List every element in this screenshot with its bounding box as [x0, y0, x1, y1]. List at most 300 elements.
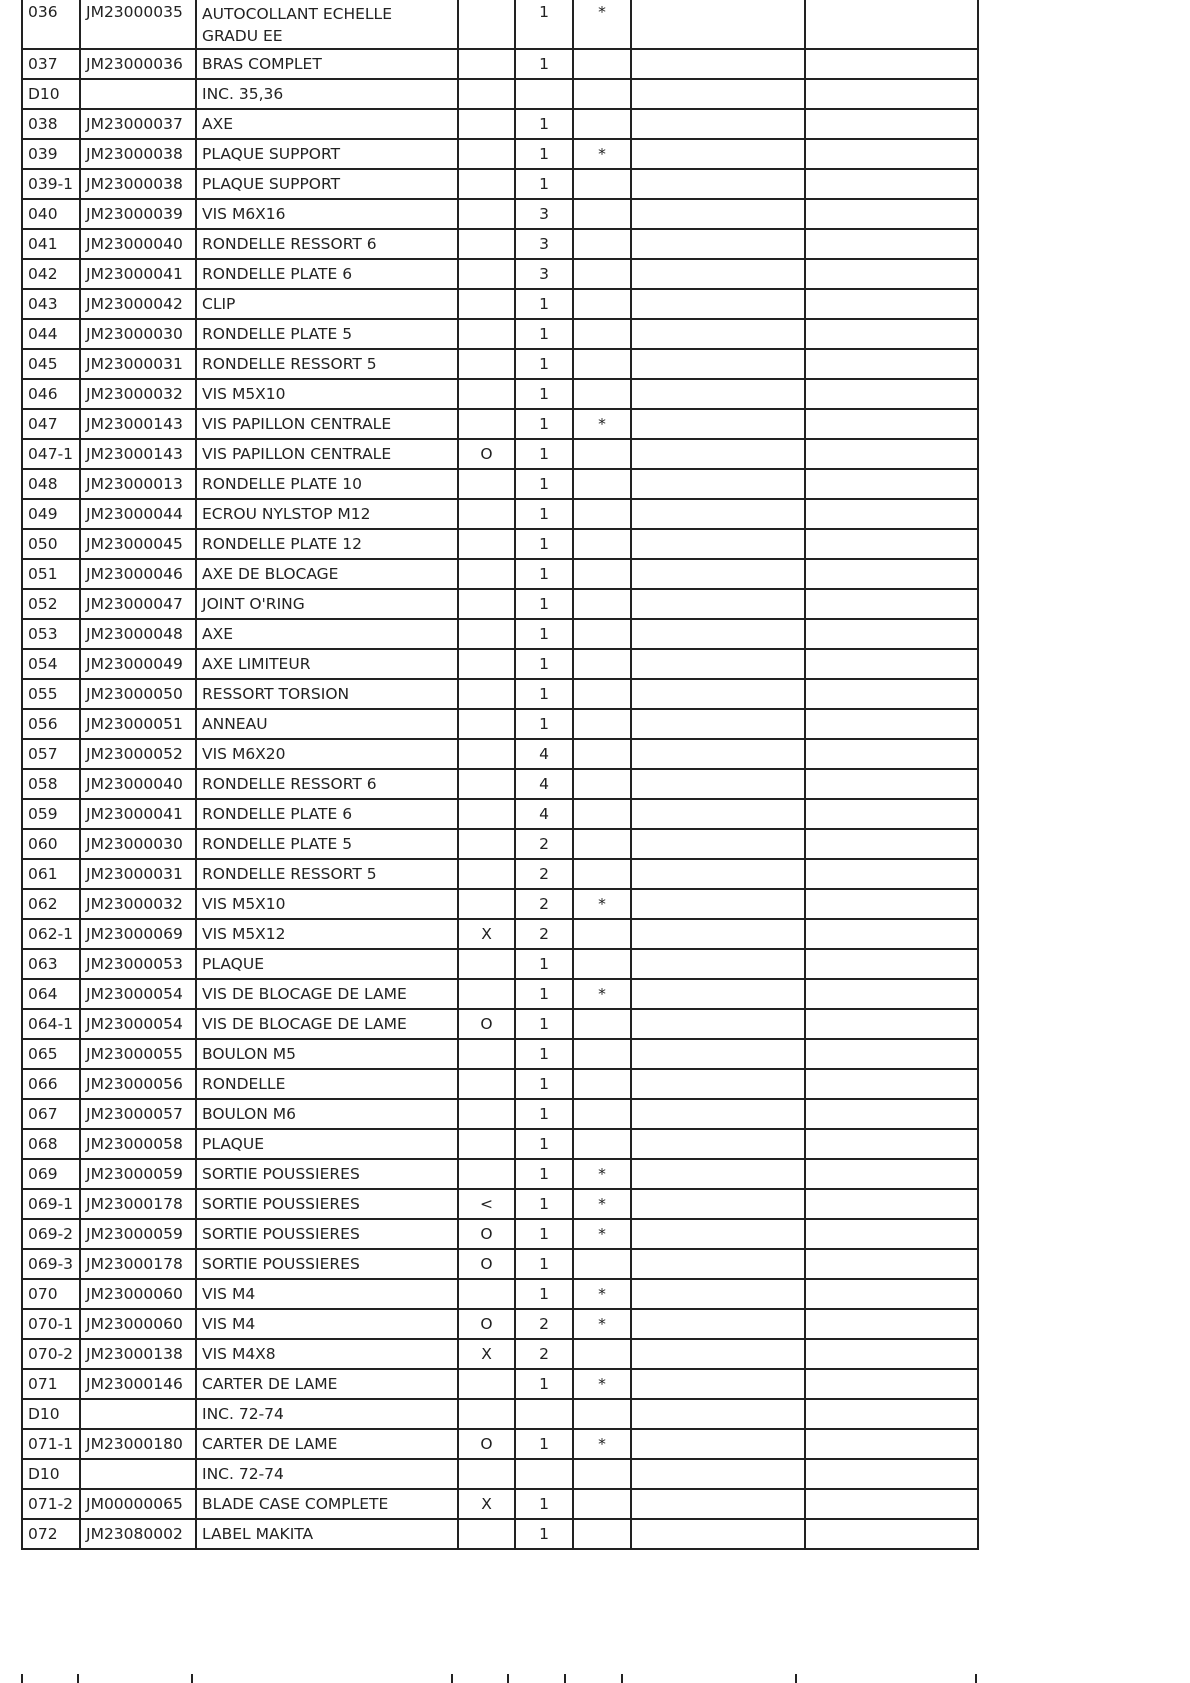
blank-cell [631, 109, 805, 139]
ref-number-cell: 043 [22, 289, 80, 319]
note-mark-cell [573, 859, 631, 889]
part-number-cell: JM23000146 [80, 1369, 196, 1399]
part-number-cell: JM23000031 [80, 859, 196, 889]
blank-cell [805, 739, 978, 769]
quantity-cell: 1 [515, 709, 573, 739]
blank-cell [805, 1189, 978, 1219]
blank-cell [631, 1489, 805, 1519]
quantity-cell: 1 [515, 1159, 573, 1189]
blank-cell [805, 919, 978, 949]
part-number-cell: JM23000047 [80, 589, 196, 619]
ref-number-cell: 047 [22, 409, 80, 439]
part-description-cell: JOINT O'RING [196, 589, 458, 619]
part-description-cell: AXE DE BLOCAGE [196, 559, 458, 589]
blank-cell [805, 649, 978, 679]
quantity-cell: 1 [515, 439, 573, 469]
ref-number-cell: 051 [22, 559, 80, 589]
version-mark-cell [458, 559, 515, 589]
blank-cell [805, 1489, 978, 1519]
part-description-cell: LABEL MAKITA [196, 1519, 458, 1549]
version-mark-cell [458, 49, 515, 79]
table-row [22, 889, 978, 919]
ref-number-cell: 055 [22, 679, 80, 709]
table-row [22, 799, 978, 829]
part-description-cell: VIS M4X8 [196, 1339, 458, 1369]
quantity-cell: 1 [515, 49, 573, 79]
blank-cell [631, 49, 805, 79]
blank-cell [631, 1009, 805, 1039]
blank-cell [631, 499, 805, 529]
ref-number-cell: 066 [22, 1069, 80, 1099]
version-mark-cell [458, 859, 515, 889]
part-description-cell: SORTIE POUSSIERES [196, 1219, 458, 1249]
blank-cell [805, 619, 978, 649]
blank-cell [631, 199, 805, 229]
part-number-cell: JM23000048 [80, 619, 196, 649]
blank-cell [631, 589, 805, 619]
version-mark-cell: X [458, 1489, 515, 1519]
part-number-cell: JM23000046 [80, 559, 196, 589]
note-mark-cell [573, 949, 631, 979]
quantity-cell: 1 [515, 979, 573, 1009]
blank-cell [631, 949, 805, 979]
part-description-cell: RONDELLE PLATE 6 [196, 799, 458, 829]
version-mark-cell [458, 499, 515, 529]
part-number-cell: JM23000052 [80, 739, 196, 769]
version-mark-cell [458, 1279, 515, 1309]
part-number-cell: JM23000054 [80, 1009, 196, 1039]
table-row [22, 1279, 978, 1309]
part-description-cell: VIS M5X10 [196, 889, 458, 919]
part-description-cell: PLAQUE [196, 949, 458, 979]
table-row [22, 169, 978, 199]
version-mark-cell: X [458, 919, 515, 949]
blank-cell [631, 79, 805, 109]
blank-cell [631, 139, 805, 169]
quantity-cell [515, 1459, 573, 1489]
blank-cell [805, 379, 978, 409]
part-description-cell: AUTOCOLLANT ECHELLE GRADU EE [196, 0, 458, 49]
version-mark-cell: O [458, 1429, 515, 1459]
note-mark-cell [573, 109, 631, 139]
quantity-cell: 1 [515, 589, 573, 619]
version-mark-cell [458, 769, 515, 799]
quantity-cell [515, 79, 573, 109]
part-number-cell: JM23000178 [80, 1249, 196, 1279]
blank-cell [631, 0, 805, 49]
blank-cell [805, 769, 978, 799]
part-number-cell: JM23000143 [80, 409, 196, 439]
quantity-cell: 1 [515, 289, 573, 319]
table-row [22, 739, 978, 769]
ref-number-cell: 062-1 [22, 919, 80, 949]
version-mark-cell [458, 409, 515, 439]
quantity-cell: 2 [515, 829, 573, 859]
quantity-cell: 1 [515, 1129, 573, 1159]
part-description-cell: PLAQUE [196, 1129, 458, 1159]
version-mark-cell: O [458, 1009, 515, 1039]
blank-cell [631, 1339, 805, 1369]
blank-cell [805, 109, 978, 139]
quantity-cell: 1 [515, 1039, 573, 1069]
blank-cell [805, 1519, 978, 1549]
version-mark-cell: < [458, 1189, 515, 1219]
part-number-cell: JM23000032 [80, 889, 196, 919]
blank-cell [805, 1159, 978, 1189]
part-description-cell: ECROU NYLSTOP M12 [196, 499, 458, 529]
version-mark-cell [458, 1039, 515, 1069]
note-mark-cell: * [573, 979, 631, 1009]
ref-number-cell: 046 [22, 379, 80, 409]
ref-number-cell: 040 [22, 199, 80, 229]
version-mark-cell: O [458, 439, 515, 469]
ref-number-cell: 070-2 [22, 1339, 80, 1369]
quantity-cell: 1 [515, 649, 573, 679]
quantity-cell: 1 [515, 1369, 573, 1399]
part-number-cell: JM23000030 [80, 319, 196, 349]
version-mark-cell [458, 1399, 515, 1429]
part-description-cell: VIS DE BLOCAGE DE LAME [196, 979, 458, 1009]
table-row [22, 919, 978, 949]
part-description-cell: RONDELLE PLATE 12 [196, 529, 458, 559]
part-number-cell: JM23000056 [80, 1069, 196, 1099]
blank-cell [805, 439, 978, 469]
blank-cell [805, 0, 978, 49]
version-mark-cell [458, 289, 515, 319]
part-number-cell [80, 1399, 196, 1429]
version-mark-cell: O [458, 1219, 515, 1249]
blank-cell [631, 1459, 805, 1489]
blank-cell [631, 889, 805, 919]
ref-number-cell: D10 [22, 79, 80, 109]
table-row [22, 289, 978, 319]
table-row [22, 1369, 978, 1399]
blank-cell [631, 229, 805, 259]
version-mark-cell: O [458, 1309, 515, 1339]
note-mark-cell: * [573, 1309, 631, 1339]
part-number-cell: JM23000031 [80, 349, 196, 379]
blank-cell [805, 859, 978, 889]
table-row [22, 1009, 978, 1039]
note-mark-cell [573, 559, 631, 589]
blank-cell [805, 1369, 978, 1399]
part-number-cell: JM23000059 [80, 1219, 196, 1249]
quantity-cell: 1 [515, 109, 573, 139]
part-description-cell: RONDELLE PLATE 5 [196, 319, 458, 349]
table-row [22, 109, 978, 139]
part-number-cell: JM23000057 [80, 1099, 196, 1129]
blank-cell [805, 1309, 978, 1339]
part-number-cell: JM23000038 [80, 169, 196, 199]
table-row [22, 679, 978, 709]
note-mark-cell [573, 49, 631, 79]
version-mark-cell [458, 649, 515, 679]
blank-cell [631, 319, 805, 349]
blank-cell [631, 1519, 805, 1549]
blank-cell [631, 559, 805, 589]
blank-cell [631, 1189, 805, 1219]
blank-cell [805, 1099, 978, 1129]
table-row [22, 259, 978, 289]
quantity-cell: 2 [515, 889, 573, 919]
version-mark-cell [458, 1069, 515, 1099]
note-mark-cell [573, 799, 631, 829]
ref-number-cell: 060 [22, 829, 80, 859]
note-mark-cell [573, 319, 631, 349]
part-description-cell: RONDELLE RESSORT 6 [196, 229, 458, 259]
table-row [22, 1189, 978, 1219]
part-number-cell: JM23000054 [80, 979, 196, 1009]
table-row [22, 1309, 978, 1339]
ref-number-cell: 057 [22, 739, 80, 769]
part-number-cell: JM23000180 [80, 1429, 196, 1459]
ref-number-cell: 070 [22, 1279, 80, 1309]
quantity-cell: 1 [515, 949, 573, 979]
blank-cell [631, 649, 805, 679]
blank-cell [805, 589, 978, 619]
table-row [22, 1159, 978, 1189]
part-description-cell: VIS M4 [196, 1279, 458, 1309]
blank-cell [805, 139, 978, 169]
blank-cell [631, 1369, 805, 1399]
table-row [22, 1399, 978, 1429]
part-number-cell: JM23000053 [80, 949, 196, 979]
part-description-cell: RONDELLE RESSORT 6 [196, 769, 458, 799]
note-mark-cell [573, 379, 631, 409]
table-row [22, 829, 978, 859]
part-description-cell: VIS PAPILLON CENTRALE [196, 409, 458, 439]
blank-cell [805, 529, 978, 559]
part-description-cell: RONDELLE RESSORT 5 [196, 349, 458, 379]
version-mark-cell [458, 1159, 515, 1189]
blank-cell [631, 769, 805, 799]
version-mark-cell [458, 739, 515, 769]
blank-cell [631, 469, 805, 499]
version-mark-cell [458, 139, 515, 169]
note-mark-cell: * [573, 1279, 631, 1309]
part-number-cell: JM23000059 [80, 1159, 196, 1189]
blank-cell [805, 1399, 978, 1429]
note-mark-cell [573, 169, 631, 199]
blank-cell [805, 319, 978, 349]
blank-cell [631, 679, 805, 709]
ref-number-cell: 064-1 [22, 1009, 80, 1039]
part-number-cell: JM23000041 [80, 799, 196, 829]
blank-cell [631, 1279, 805, 1309]
note-mark-cell [573, 79, 631, 109]
blank-cell [631, 1429, 805, 1459]
quantity-cell: 2 [515, 1339, 573, 1369]
note-mark-cell [573, 1129, 631, 1159]
part-description-cell: CLIP [196, 289, 458, 319]
part-number-cell: JM23000050 [80, 679, 196, 709]
version-mark-cell [458, 0, 515, 49]
version-mark-cell [458, 79, 515, 109]
blank-cell [805, 259, 978, 289]
quantity-cell: 1 [515, 1519, 573, 1549]
quantity-cell: 1 [515, 1219, 573, 1249]
blank-cell [805, 709, 978, 739]
blank-cell [805, 1279, 978, 1309]
table-row [22, 859, 978, 889]
part-number-cell [80, 1459, 196, 1489]
note-mark-cell: * [573, 1219, 631, 1249]
quantity-cell [515, 1399, 573, 1429]
quantity-cell: 1 [515, 1069, 573, 1099]
version-mark-cell [458, 1519, 515, 1549]
ref-number-cell: 038 [22, 109, 80, 139]
part-number-cell: JM23000051 [80, 709, 196, 739]
note-mark-cell: * [573, 1159, 631, 1189]
part-description-cell: CARTER DE LAME [196, 1369, 458, 1399]
quantity-cell: 1 [515, 499, 573, 529]
ref-number-cell: 041 [22, 229, 80, 259]
ref-number-cell: 042 [22, 259, 80, 289]
blank-cell [631, 829, 805, 859]
table-row [22, 709, 978, 739]
version-mark-cell [458, 1099, 515, 1129]
part-number-cell: JM23000045 [80, 529, 196, 559]
part-number-cell: JM23000042 [80, 289, 196, 319]
part-number-cell: JM23000040 [80, 769, 196, 799]
part-description-cell: PLAQUE SUPPORT [196, 139, 458, 169]
part-description-cell: INC. 72-74 [196, 1399, 458, 1429]
part-description-cell: VIS M6X16 [196, 199, 458, 229]
ref-number-cell: 050 [22, 529, 80, 559]
quantity-cell: 1 [515, 1489, 573, 1519]
version-mark-cell [458, 169, 515, 199]
blank-cell [805, 829, 978, 859]
quantity-cell: 2 [515, 859, 573, 889]
part-number-cell: JM23000037 [80, 109, 196, 139]
part-number-cell: JM23000178 [80, 1189, 196, 1219]
ref-number-cell: D10 [22, 1399, 80, 1429]
part-description-cell: BOULON M6 [196, 1099, 458, 1129]
blank-cell [805, 679, 978, 709]
blank-cell [631, 1129, 805, 1159]
part-description-cell: CARTER DE LAME [196, 1429, 458, 1459]
part-description-cell: RONDELLE [196, 1069, 458, 1099]
version-mark-cell [458, 229, 515, 259]
ref-number-cell: 056 [22, 709, 80, 739]
blank-cell [631, 409, 805, 439]
note-mark-cell [573, 1039, 631, 1069]
version-mark-cell [458, 949, 515, 979]
part-description-cell: RONDELLE RESSORT 5 [196, 859, 458, 889]
quantity-cell: 4 [515, 769, 573, 799]
ref-number-cell: 069-3 [22, 1249, 80, 1279]
table-row [22, 589, 978, 619]
quantity-cell: 1 [515, 619, 573, 649]
blank-cell [631, 289, 805, 319]
part-number-cell: JM23000036 [80, 49, 196, 79]
quantity-cell: 1 [515, 319, 573, 349]
blank-cell [631, 1309, 805, 1339]
part-description-cell: SORTIE POUSSIERES [196, 1249, 458, 1279]
blank-cell [631, 1399, 805, 1429]
table-row [22, 949, 978, 979]
note-mark-cell [573, 1249, 631, 1279]
part-number-cell: JM23080002 [80, 1519, 196, 1549]
blank-cell [631, 1069, 805, 1099]
quantity-cell: 1 [515, 349, 573, 379]
part-number-cell: JM00000065 [80, 1489, 196, 1519]
part-number-cell: JM23000030 [80, 829, 196, 859]
table-row [22, 1069, 978, 1099]
ref-number-cell: 065 [22, 1039, 80, 1069]
blank-cell [805, 469, 978, 499]
blank-cell [805, 559, 978, 589]
table-row [22, 409, 978, 439]
version-mark-cell: X [458, 1339, 515, 1369]
ref-number-cell: 071 [22, 1369, 80, 1399]
ref-number-cell: 062 [22, 889, 80, 919]
quantity-cell: 3 [515, 199, 573, 229]
note-mark-cell [573, 1459, 631, 1489]
table-row [22, 1339, 978, 1369]
blank-cell [805, 1429, 978, 1459]
table-row [22, 1219, 978, 1249]
note-mark-cell [573, 649, 631, 679]
ref-number-cell: 069-2 [22, 1219, 80, 1249]
note-mark-cell [573, 289, 631, 319]
part-description-cell: RESSORT TORSION [196, 679, 458, 709]
note-mark-cell [573, 1009, 631, 1039]
blank-cell [805, 1459, 978, 1489]
table-row [22, 1129, 978, 1159]
table-row [22, 1099, 978, 1129]
ref-number-cell: 071-2 [22, 1489, 80, 1519]
blank-cell [805, 889, 978, 919]
table-row [22, 0, 978, 49]
part-description-cell: AXE [196, 109, 458, 139]
note-mark-cell [573, 619, 631, 649]
quantity-cell: 1 [515, 169, 573, 199]
note-mark-cell [573, 1069, 631, 1099]
blank-cell [805, 1069, 978, 1099]
table-row [22, 469, 978, 499]
ref-number-cell: 052 [22, 589, 80, 619]
table-row [22, 319, 978, 349]
version-mark-cell [458, 1369, 515, 1399]
note-mark-cell [573, 739, 631, 769]
part-number-cell: JM23000039 [80, 199, 196, 229]
blank-cell [805, 79, 978, 109]
table-row [22, 439, 978, 469]
part-number-cell [80, 79, 196, 109]
table-row [22, 1519, 978, 1549]
table-row [22, 229, 978, 259]
part-number-cell: JM23000044 [80, 499, 196, 529]
blank-cell [805, 169, 978, 199]
blank-cell [805, 49, 978, 79]
blank-cell [631, 619, 805, 649]
version-mark-cell: O [458, 1249, 515, 1279]
table-row [22, 1489, 978, 1519]
part-description-cell: BRAS COMPLET [196, 49, 458, 79]
quantity-cell: 1 [515, 1279, 573, 1309]
note-mark-cell: * [573, 1429, 631, 1459]
part-description-cell: RONDELLE PLATE 5 [196, 829, 458, 859]
quantity-cell: 1 [515, 139, 573, 169]
note-mark-cell [573, 199, 631, 229]
table-row [22, 199, 978, 229]
blank-cell [631, 529, 805, 559]
quantity-cell: 1 [515, 1249, 573, 1279]
ref-number-cell: 036 [22, 0, 80, 49]
table-continuation [21, 1674, 977, 1683]
blank-cell [631, 1219, 805, 1249]
